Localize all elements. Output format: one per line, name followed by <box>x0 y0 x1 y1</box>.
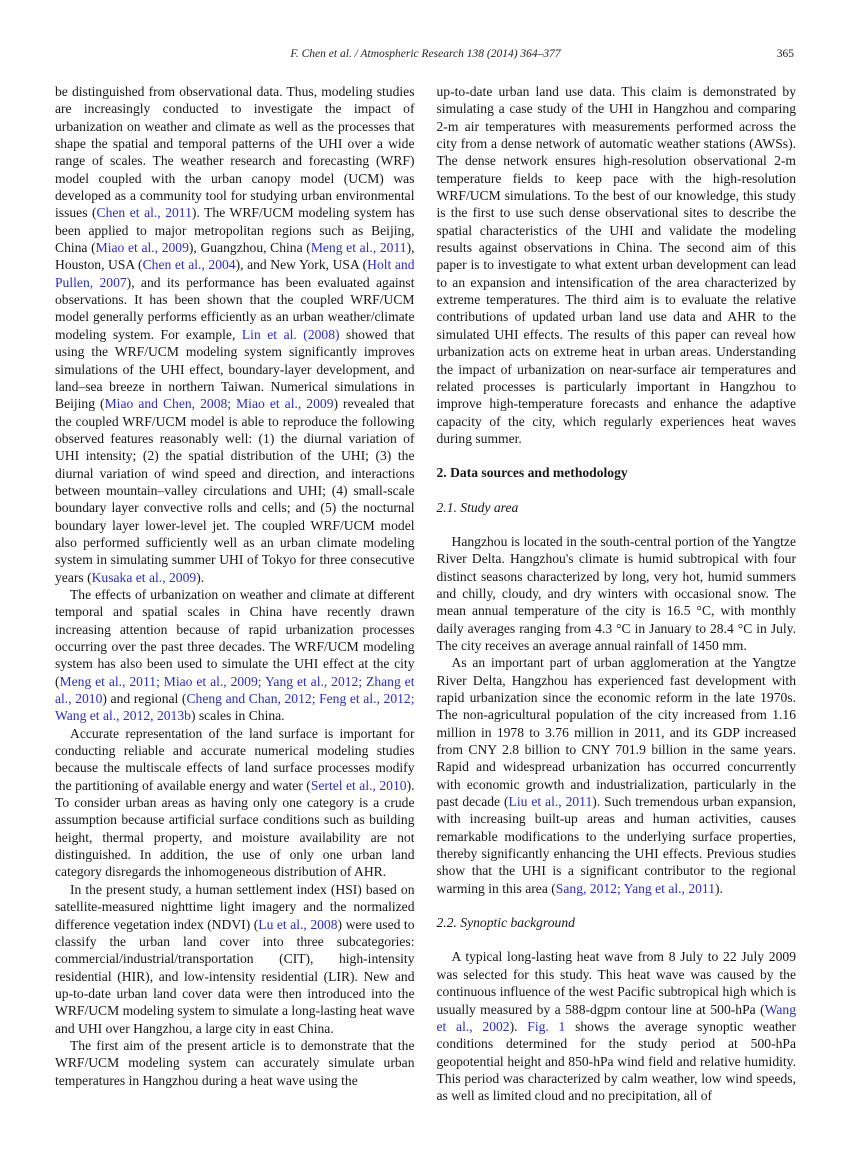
body-text: Hangzhou is located in the south-central portion of the Yangtze River Delta. Hangzhou's climate is humid subtropical with four distinct seasons characterized by long, very hot, humid summers and chilly, cloudy, and dry winters with occasional snow. The mean annual temperature of the city is 16.5 °C, with monthly daily averages ranging from 4.3 °C in January to 28.4 °C in July. The city receives an average annual rainfall of 1450 mm. <box>436 533 796 653</box>
subsection-heading: 2.2. Synoptic background <box>436 915 575 931</box>
body-text: ), and its performance has been evaluated against observations. It has been shown that the coupled WRF/UCM model generally performs efficiently as an urban weather/climate modeling system. For example, <box>55 274 415 342</box>
body-text: ), and New York, USA ( <box>235 257 368 273</box>
citation-link[interactable]: Miao and Chen, 2008; Miao et al., 2009 <box>104 396 334 412</box>
left-column <box>55 83 415 1105</box>
two-column-body <box>55 83 796 1105</box>
citation-link[interactable]: Wang et al., 2002 <box>436 1001 796 1034</box>
citation-link[interactable]: Meng et al., 2011; Miao et al., 2009; Yang et al., 2012; Zhang et al., 2010 <box>55 673 415 707</box>
right-column <box>437 83 797 1105</box>
page-number: 365 <box>776 48 794 60</box>
paragraph <box>55 1037 415 1089</box>
body-text: showed that using the WRF/UCM modeling system significantly improves simulations of the UHI effect, boundary-layer development, and land–sea breeze in northern Taiwan. Numerical simulations in Beijing ( <box>55 326 415 412</box>
body-text: ). <box>196 569 205 585</box>
paragraph <box>437 533 797 654</box>
body-text: ). To consider urban areas as having only one category is a crude assumption because artificial surface conditions such as building height, thermal property, and moisture availability are not distinguished. In addition, the use of only one urban land category disregards the inhomogeneous distribution of AHR. <box>55 777 415 880</box>
body-text: ), Guangzhou, China ( <box>188 240 311 256</box>
paragraph <box>437 948 797 1104</box>
body-text: As an important part of urban agglomeration at the Yangtze River Delta, Hangzhou has experienced fast development with rapid urbanization since the economic reform in the late 1970s. The non-agricultural population of the city increased from 1.16 million in 1978 to 3.76 million in 2011, and its GDP increased from CNY 2.8 billion to CNY 701.9 billion in the same years. Rapid and widespread urbanization has occurred concurrently with economic growth and industrialization, particularly in the past decade ( <box>436 655 796 810</box>
page-header <box>55 48 796 63</box>
body-text: ) and regional ( <box>102 691 187 707</box>
citation-link[interactable]: Holt and Pullen, 2007 <box>55 257 415 290</box>
paragraph <box>55 586 415 725</box>
citation-link[interactable]: Lu et al., 2008 <box>258 916 338 932</box>
body-text: ). <box>509 1018 528 1034</box>
body-text: ), Houston, USA ( <box>55 240 415 273</box>
subsection-heading: 2.1. Study area <box>436 499 519 515</box>
paragraph <box>437 654 797 897</box>
body-text: ). The WRF/UCM modeling system has been applied to major metropolitan regions such as Beijing, China ( <box>55 205 415 256</box>
body-text: The first aim of the present article is to demonstrate that the WRF/UCM modeling system can accurately simulate urban temperatures in Hangzhou during a heat wave using the <box>55 1037 415 1088</box>
citation-link[interactable]: Cheng and Chan, 2012; Feng et al., 2012; Wang et al., 2012, 2013b <box>55 691 415 724</box>
section-heading: 2. Data sources and methodology <box>436 465 628 481</box>
body-text: ). Such tremendous urban expansion, with increasing built-up areas and human activities, causes remarkable modifications to the underlying surface properties, thereby significantly enhancing the UHI effects. Previous studies show that the UHI is a significant contributor to the regional warming in this area ( <box>436 794 796 896</box>
paragraph <box>55 83 415 586</box>
body-text: Accurate representation of the land surface is important for conducting reliable and accurate numerical modeling studies because the multiscale effects of land surface processes modify the partitioning of available energy and water ( <box>55 725 415 793</box>
body-text: In the present study, a human settlement index (HSI) based on satellite-measured nighttime light imagery and the normalized difference vegetation index (NDVI) ( <box>55 881 415 932</box>
body-text: ) revealed that the coupled WRF/UCM model is able to reproduce the following observed features reasonably well: (1) the diurnal variation of UHI intensity; (2) the spatial distribution of the UHI; (3) the diurnal variation of wind speed and direction, and interactions between mountain–valley circulations and UHI; (4) small-scale boundary layer convective rolls and cells; and (5) the nocturnal boundary layer lower-level jet. The coupled WRF/UCM model also performed sufficiently well as an urban climate modeling system in simulating summer UHI of Tokyo for three consecutive years ( <box>55 396 415 585</box>
citation-link[interactable]: Meng et al., 2011 <box>310 240 407 256</box>
paragraph <box>55 725 415 881</box>
body-text: The effects of urbanization on weather and climate at different temporal and spatial scales in China have recently drawn increasing attention because of rapid urbanization processes occurring over the past three decades. The WRF/UCM modeling system has also been used to simulate the UHI effect at the city ( <box>55 586 415 689</box>
body-text: ) scales in China. <box>190 708 285 724</box>
figure-link[interactable]: Fig. 1 <box>527 1018 566 1034</box>
body-text: ). <box>715 880 723 896</box>
citation-link[interactable]: Miao et al., 2009 <box>95 240 189 256</box>
body-text: up-to-date urban land use data. This claim is demonstrated by simulating a case study of the UHI in Hangzhou and comparing 2-m air temperatures with measurements performed across the city from a dense network of automatic weather stations (AWSs). The dense network ensures high-resolution observational 2-m temperature fields to keep pace with the high-resolution WRF/UCM simulations. To the best of our knowledge, this study is the first to use such dense observational sites to describe the spatial characteristics of the UHI and validate the modeling results against observations in China. The second aim of this paper is to investigate to what extent urban development can lead to an expansion and intensification of the area characterized by extreme temperatures. The third aim is to evaluate the relative contributions of updated urban land use data and AHR to the simulated UHI effects. The results of this paper can reveal how urbanization acts on extreme heat in urban areas. Understanding the impact of urbanization on near-surface air temperatures and related processes is particularly important in Hangzhou to improve high-temperature forecasts and enhance the adaptive capacity of the city, which regularly experiences heat waves during summer. <box>436 84 796 446</box>
citation-link[interactable]: Chen et al., 2004 <box>142 257 236 273</box>
body-text: shows the average synoptic weather conditions determined for the study period at 500-hPa geopotential height and 850-hPa wind field and relative humidity. This period was characterized by calm weather, low wind speeds, as well as limited cloud and no precipitation, all of <box>436 1018 796 1104</box>
running-title: F. Chen et al. / Atmospheric Research 138 (2014) 364–377 <box>290 48 561 60</box>
citation-link[interactable]: Sang, 2012; Yang et al., 2011 <box>555 880 716 896</box>
body-text: be distinguished from observational data. Thus, modeling studies are increasingly conducted to investigate the impact of urbanization on weather and climate as well as the processes that shape the spatial and temporal patterns of the UHI over a wide range of scales. The weather research and forecasting (WRF) model coupled with the urban canopy model (UCM) was developed as a community tool for studying urban environmental issues ( <box>55 84 415 221</box>
body-text: A typical long-lasting heat wave from 8 July to 22 July 2009 was selected for this study. This heat wave was caused by the continuous influence of the west Pacific subtropical high which is usually measured by a 588-dgpm contour line at 500-hPa ( <box>436 949 796 1017</box>
citation-link[interactable]: Sertel et al., 2010 <box>310 777 407 793</box>
body-text: ) were used to classify the urban land cover into three subcategories: commercial/industrial/transportation (CIT), high-intensity residential (HIR), and low-intensity residential (LIR). New and up-to-date urban land cover data were then introduced into the WRF/UCM modeling system to simulate a long-lasting heat wave and UHI over Hangzhou, a large city in east China. <box>55 916 415 1036</box>
paragraph <box>55 881 415 1037</box>
citation-link[interactable]: Kusaka et al., 2009 <box>91 569 197 585</box>
citation-link[interactable]: Lin et al. (2008) <box>241 326 340 342</box>
paragraph <box>437 83 797 447</box>
citation-link[interactable]: Liu et al., 2011 <box>508 794 593 810</box>
citation-link[interactable]: Chen et al., 2011 <box>96 205 192 221</box>
